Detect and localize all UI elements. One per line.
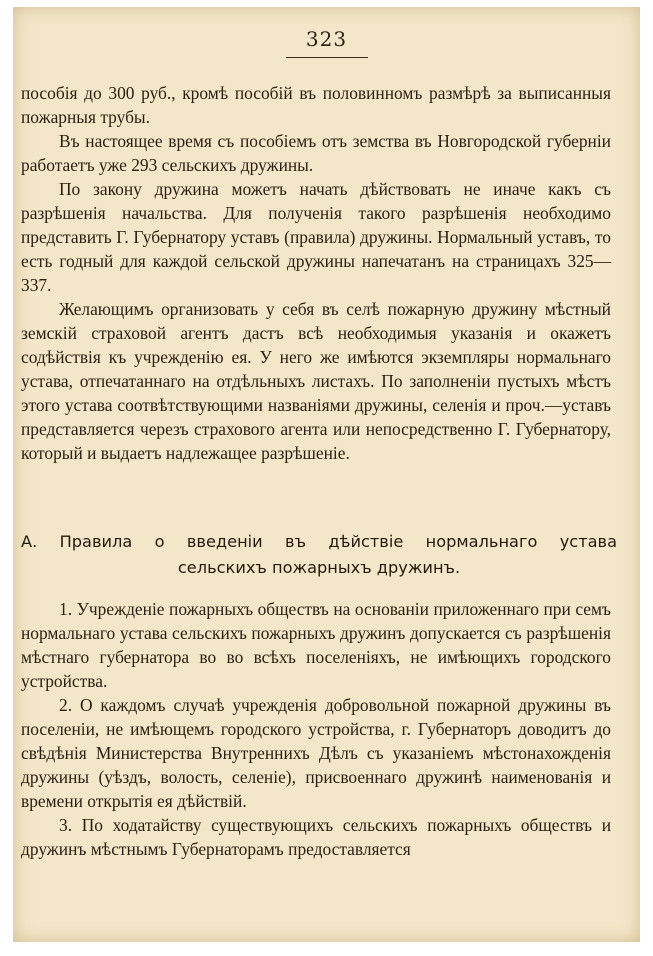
paragraph-zemstvo-support: Въ настоящее время съ пособіемъ отъ земства въ Новгородской губерніи работаетъ уже 293 сельскихъ дружины.: [21, 131, 611, 175]
section-heading: [21, 529, 617, 581]
rules-text: [21, 597, 611, 861]
paragraph-continuation: пособія до 300 руб., кромѣ пособій въ половинномъ размѣрѣ за выписанныя пожарныя трубы.: [21, 83, 611, 127]
section-heading-line-2: сельскихъ пожарныхъ дружинъ.: [177, 558, 461, 577]
paragraph-permission: По закону дружина можетъ начать дѣйствовать не иначе какъ съ разрѣшенія начальства. Для полученія такого разрѣшенія необходимо представить Г. Губернатору уставъ (правила) дружины. Нормальный уставъ, то есть годный для каждой сельской дружины напечатанъ на страницахъ 325—337.: [21, 179, 611, 295]
rule-item-3: 3. По ходатайству существующихъ сельскихъ пожарныхъ обществъ и дружинъ мѣстнымъ Губернаторамъ предоставляется: [21, 815, 611, 859]
section-heading-line-1: А. Правила о введеніи въ дѣйствіе нормальнаго устава: [21, 532, 617, 551]
paragraph-organizing: Желающимъ организовать у себя въ селѣ пожарную дружину мѣстный земскій страховой агентъ дастъ всѣ необходимыя указанія и окажетъ содѣйствія къ учрежденію ея. У него же имѣются экземпляры нормальнаго устава, отпечатаннаго на отдѣльныхъ листахъ. По заполненіи пустыхъ мѣстъ этого устава соотвѣтствующими названіями дружины, селенія и проч.—уставъ представляется черезъ страхового агента или непосредственно Г. Губернатору, который и выдаетъ надлежащее разрѣшеніе.: [21, 299, 611, 463]
intro-text: [21, 81, 611, 465]
rule-item-2: 2. О каждомъ случаѣ учрежденія добровольной пожарной дружины въ поселеніи, не имѣющемъ городского устройства, г. Губернаторъ доводитъ до свѣдѣнія Министерства Внутреннихъ Дѣлъ съ указаніемъ мѣстонахожденія дружины (уѣздъ, волость, селеніе), присвоеннаго дружинѣ наименованія и времени открытія ея дѣйствій.: [21, 695, 611, 811]
page-number: 323: [305, 27, 348, 51]
book-page: [13, 7, 640, 942]
rule-item-1: 1. Учрежденіе пожарныхъ обществъ на основаніи приложеннаго при семъ нормальнаго устава сельскихъ пожарныхъ дружинъ допускается съ разрѣшенія мѣстнаго губернатора во во всѣхъ поселеніяхъ, не имѣющихъ городского устройства.: [21, 599, 611, 691]
page-number-rule: [286, 57, 368, 58]
